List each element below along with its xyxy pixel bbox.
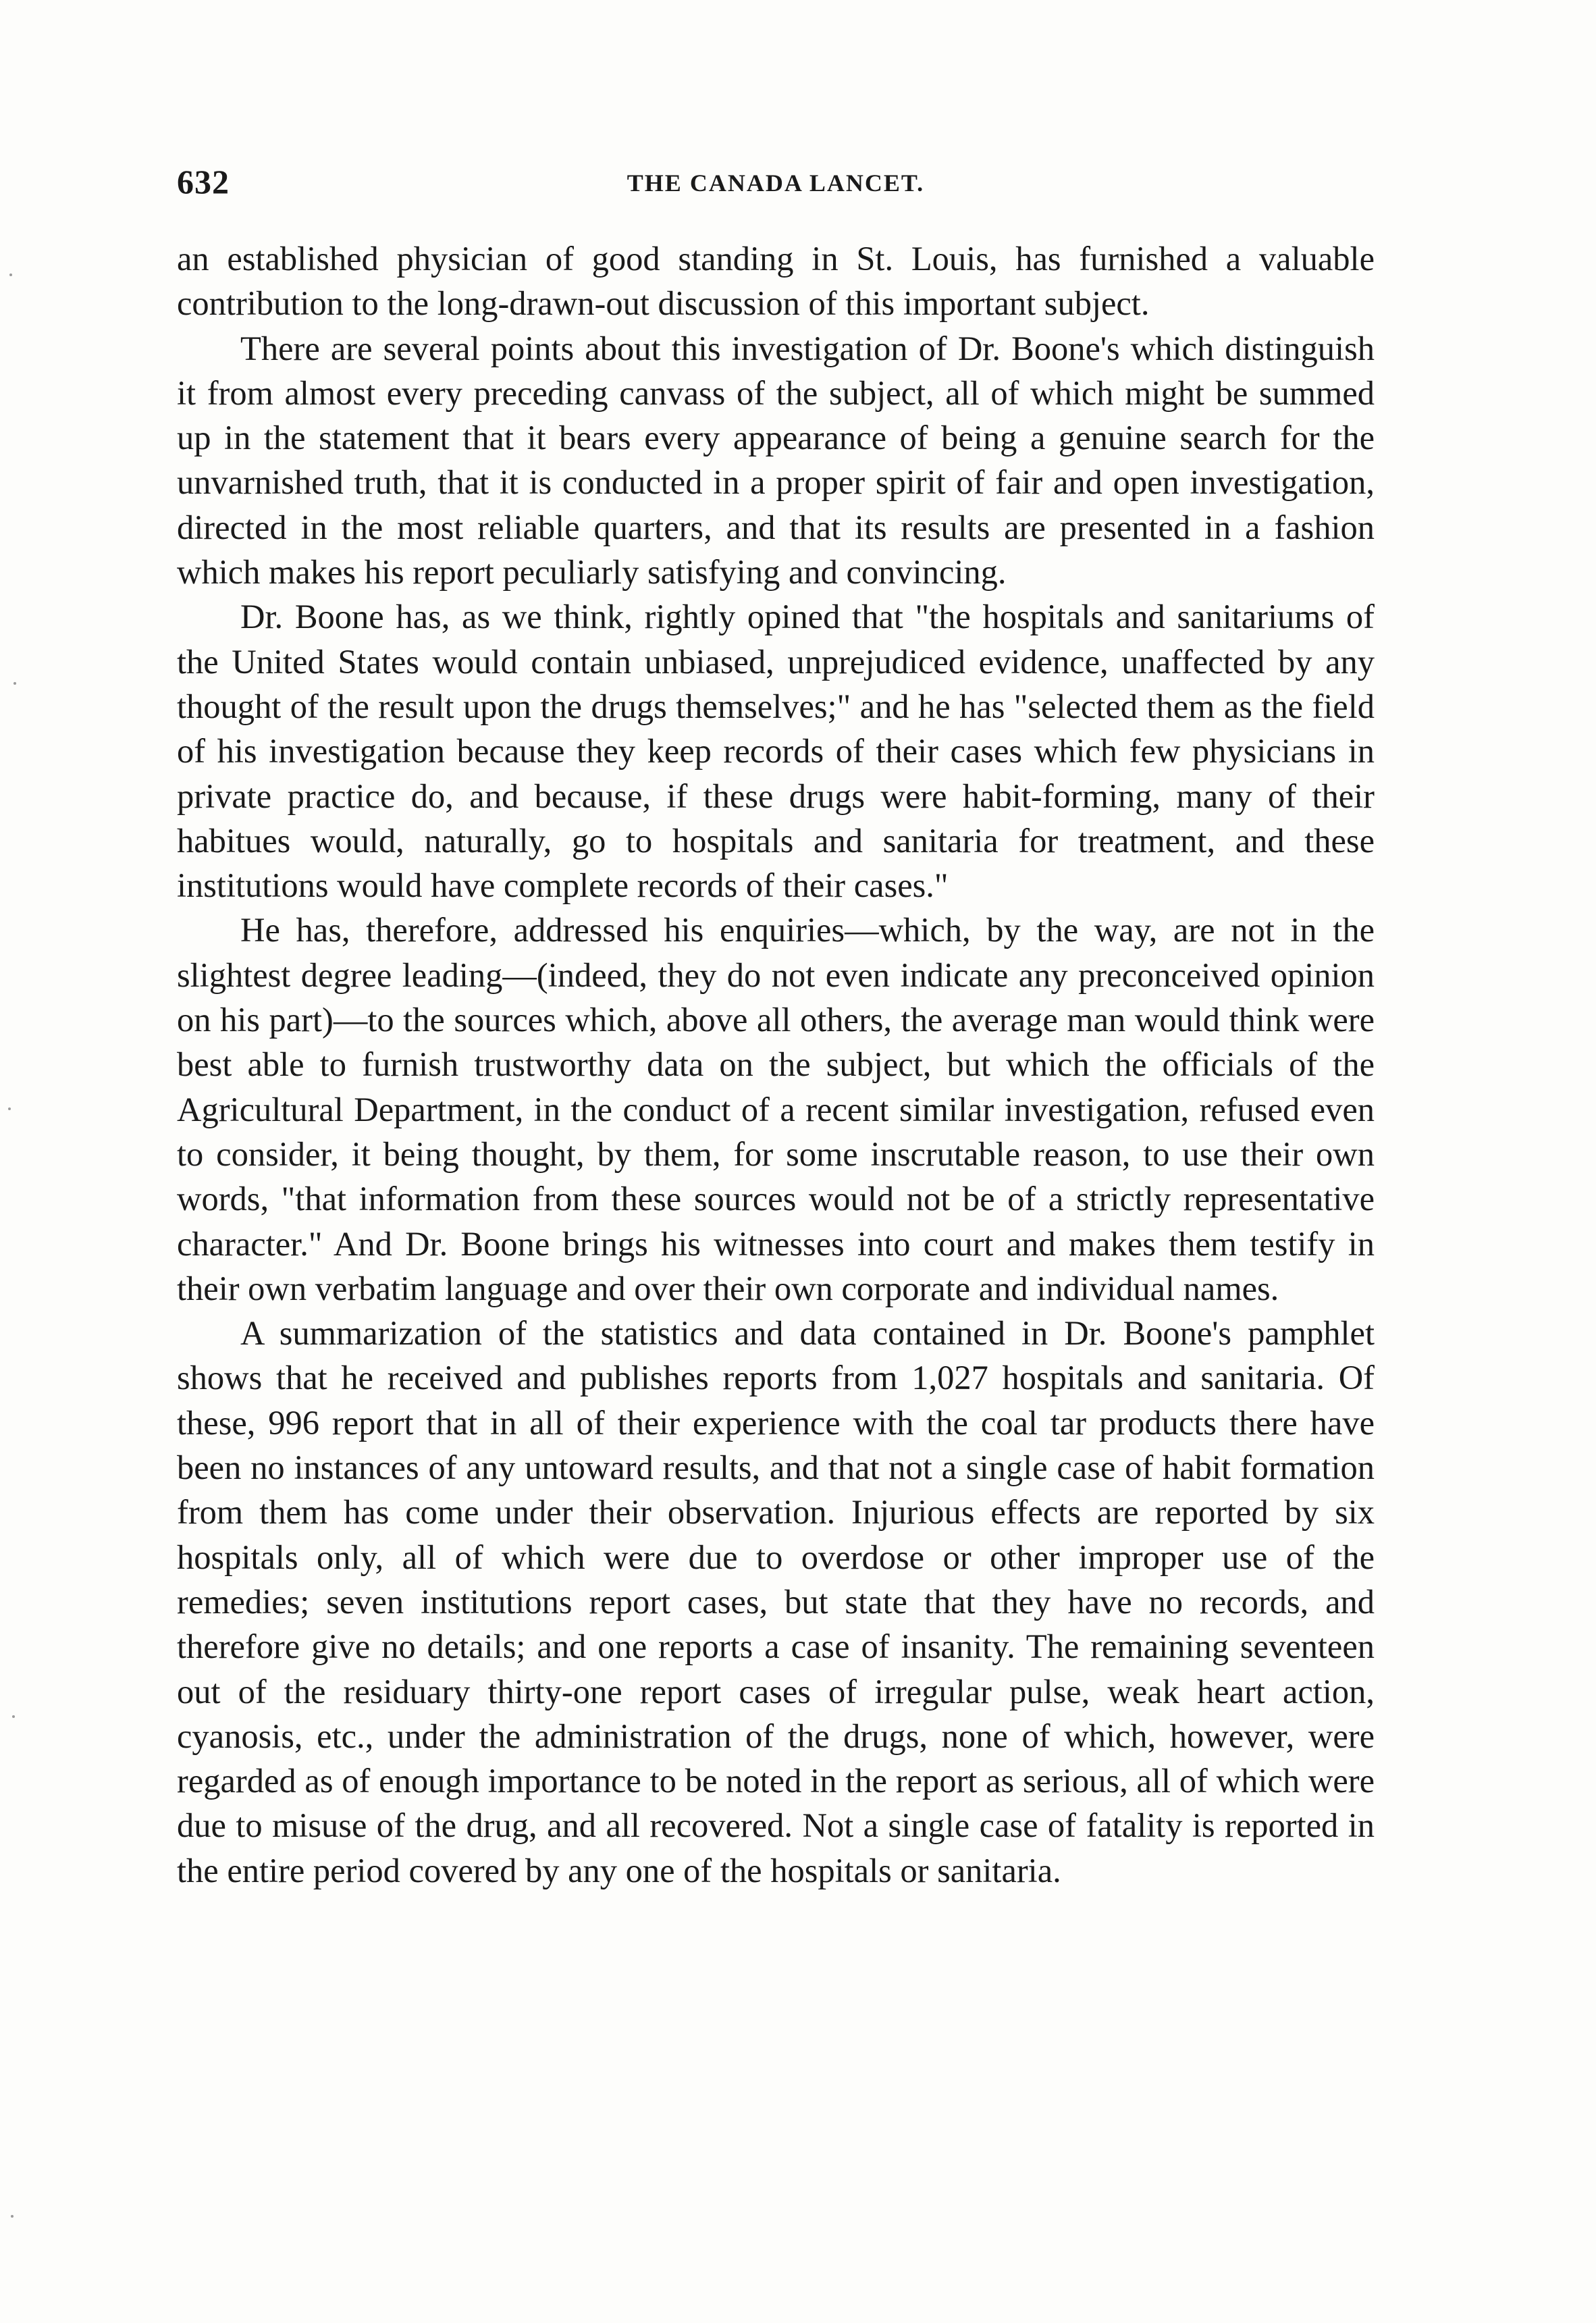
running-head: THE CANADA LANCET. xyxy=(627,169,925,197)
paragraph: He has, therefore, addressed his enquiries—which, by the way, are not in the slightest degree leading—(indeed, they do not even indicate any preconceived opinion on his part)—to the sources which, above all others, the average man would think were best able to furnish trustworthy data on the subject, but which the officials of the Agricultural Department, in the conduct of a recent similar investigation, refused even to consider, it being thought, by them, for some inscrutable reason, to use their own words, "that information from these sources would not be of a strictly representative character." And Dr. Boone brings his witnesses into court and makes them testify in their own verbatim language and over their own corporate and individual names. xyxy=(177,911,1375,1307)
paragraph: Dr. Boone has, as we think, rightly opined that "the hospitals and sanitariums of the United States would contain unbiased, unprejudiced evidence, unaffected by any thought of the result upon the drugs themselves;" and he has "selected them as the field of his investigation because they keep records of their cases which few physicians in private practice do, and because, if these drugs were habit-forming, many of their habitues would, naturally, go to hospitals and sanitaria for treatment, and these institutions would have complete records of their cases." xyxy=(177,598,1375,905)
page-number: 632 xyxy=(177,163,230,201)
page-header xyxy=(177,162,1375,216)
body-text xyxy=(177,236,1375,1893)
scan-speck xyxy=(8,1107,11,1110)
paragraph: A summarization of the statistics and data contained in Dr. Boone's pamphlet shows that he received and publishes reports from 1,027 hospitals and sanitaria. Of these, 996 report that in all of their experience with the coal tar products there have been no instances of any untoward results, and that not a single case of habit formation from them has come under their observation. Injurious effects are reported by six hospitals only, all of which were due to overdose or other improper use of the remedies; seven institutions report cases, but state that they have no records, and therefore give no details; and one reports a case of insanity. The remaining seventeen out of the residuary thirty-one report cases of irregular pulse, weak heart action, cyanosis, etc., under the administration of the drugs, none of which, however, were regarded as of enough importance to be noted in the report as serious, all of which were due to misuse of the drug, and all recovered. Not a single case of fatality is reported in the entire period covered by any one of the hospitals or sanitaria. xyxy=(177,1314,1375,1889)
paragraph-continuation: an established physician of good standing in St. Louis, has furnished a valuable contribution to the long-drawn-out discussion of this important subject. xyxy=(177,240,1375,323)
paragraph: There are several points about this investigation of Dr. Boone's which distinguish it from almost every preceding canvass of the subject, all of which might be summed up in the statement that it bears every appearance of being a genuine search for the unvarnished truth, that it is conducted in a proper spirit of fair and open investigation, directed in the most reliable quarters, and that its results are presented in a fashion which makes his report peculiarly satisfying and convincing. xyxy=(177,329,1375,592)
scan-speck xyxy=(12,1715,15,1718)
scan-speck xyxy=(14,682,16,685)
scan-speck xyxy=(9,273,12,276)
scan-speck xyxy=(11,2215,14,2218)
